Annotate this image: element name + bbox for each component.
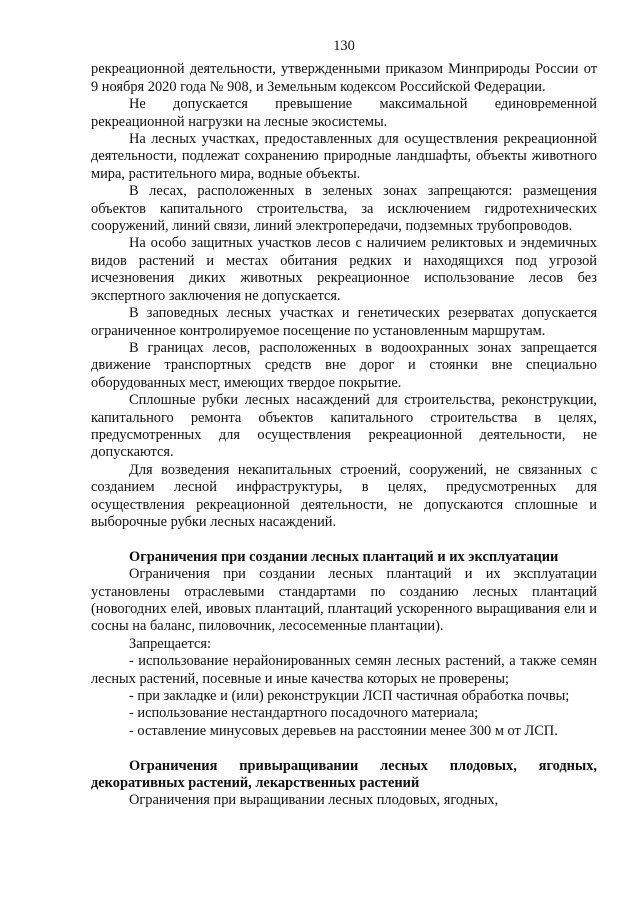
paragraph-cultivation-intro: Ограничения при выращивании лесных плодовых, ягодных,	[129, 792, 499, 809]
list-item: - использование нерайонированных семян лесных растений, а также семян лесных растений, посевные и иные качества которых не проверены;	[91, 653, 597, 687]
paragraph-water-zones: В границах лесов, расположенных в водоохранных зонах запрещается движение транспортных средств вне дорог и стоянки вне специально оборудованных мест, имеющих твердое покрытие.	[91, 339, 597, 391]
list-item: - при закладке и (или) реконструкции ЛСП частичная обработка почвы;	[129, 688, 570, 705]
paragraph-reserves: В заповедных лесных участках и генетических резерватах допускается ограниченное контролируемое посещение по установленным маршрутам.	[91, 305, 597, 339]
list-item: - оставление минусовых деревьев на расстоянии менее 300 м от ЛСП.	[129, 722, 558, 739]
spacer	[91, 531, 597, 548]
spacer	[91, 740, 597, 757]
paragraph-protected-areas: На особо защитных участков лесов с наличием реликтовых и эндемичных видов растений и местах обитания редких и находящихся под угрозой исчезновения диких животных рекреационное использование лесов без экспертного заключения не допускается.	[91, 235, 597, 304]
paragraph-clear-cutting: Сплошные рубки лесных насаждений для строительства, реконструкции, капитального ремонта объектов капитального строительства в целях, предусмотренных для осуществления рекреационной деятельности, не допускаются.	[91, 392, 597, 461]
section-heading-plantations: Ограничения при создании лесных плантаций и их эксплуатации	[129, 548, 559, 565]
forbidden-label: Запрещается:	[129, 635, 212, 652]
paragraph-green-zones: В лесах, расположенных в зеленых зонах запрещаются: размещения объектов капитального строительства, за исключением гидротехнических сооружений, линий связи, линий электропередачи, подземных трубопроводов.	[91, 183, 597, 235]
document-page	[91, 0, 597, 810]
paragraph-preservation: На лесных участках, предоставленных для осуществления рекреационной деятельности, подлежат сохранению природные ландшафты, объекты животного мира, растительного мира, водные объекты.	[91, 131, 597, 182]
paragraph-continuation: рекреационной деятельности, утвержденными приказом Минприроды России от 9 ноября 2020 года № 908, и Земельным кодексом Российской Федерации.	[91, 61, 597, 95]
paragraph-non-capital: Для возведения некапитальных строений, сооружений, не связанных с созданием лесной инфраструктуры, в целях, предусмотренных для осуществления рекреационной деятельности, не допускаются сплошные и выборочные рубки лесных насаждений.	[91, 461, 597, 530]
page-number: 130	[333, 38, 355, 54]
paragraph-plantations-intro: Ограничения при создании лесных плантаций и их эксплуатации установлены отраслевыми стандартами по созданию лесных плантаций (новогодних елей, ивовых плантаций, плантаций ускоренного выращивания ели и сосны на баланс, пиловочник, лесосеменные плантации).	[91, 566, 597, 635]
section-heading-cultivation: Ограничения привыращивании лесных плодовых, ягодных, декоративных растений, лекарственных растений	[91, 757, 597, 792]
paragraph-recreational-load: Не допускается превышение максимальной единовременной рекреационной нагрузки на лесные экосистемы.	[91, 96, 597, 130]
list-item: - использование нестандартного посадочного материала;	[129, 705, 479, 722]
